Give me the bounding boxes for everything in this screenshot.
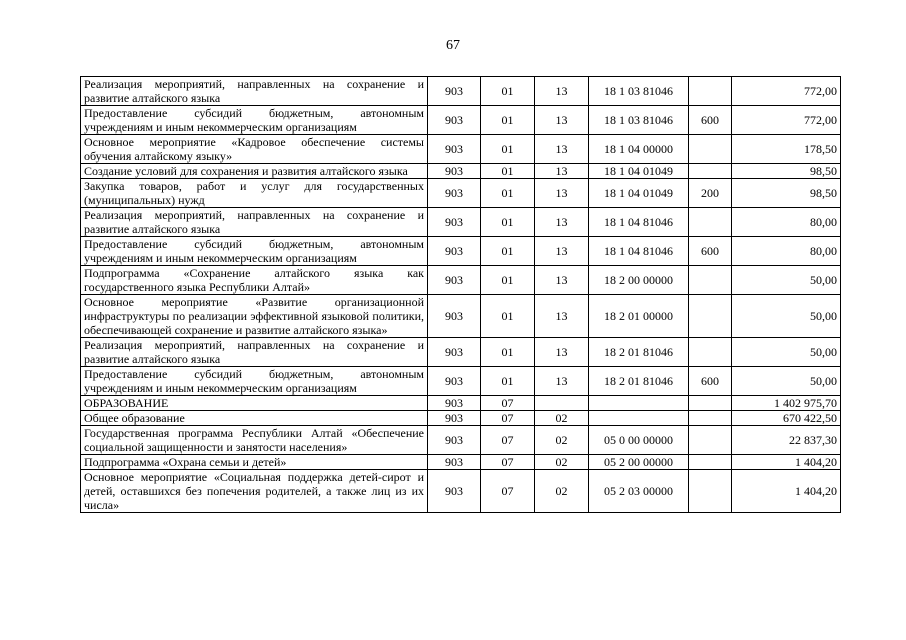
amount: 50,00 [732,338,841,367]
ministry-code: 903 [428,338,481,367]
table-row [81,367,841,396]
amount: 80,00 [732,237,841,266]
expense-type-code [689,135,732,164]
amount: 98,50 [732,179,841,208]
expense-type-code [689,396,732,411]
table-row [81,470,841,513]
row-name: Основное мероприятие «Социальная поддержка детей-сирот и детей, оставшихся без попечения родителей, а также лиц из их числа» [81,470,428,513]
subsection-code: 13 [535,237,589,266]
section-code: 01 [481,135,535,164]
target-article-code [589,396,689,411]
section-code: 01 [481,295,535,338]
target-article-code: 18 1 04 01049 [589,179,689,208]
subsection-code: 13 [535,266,589,295]
ministry-code: 903 [428,179,481,208]
subsection-code: 13 [535,106,589,135]
expense-type-code [689,411,732,426]
table-row [81,164,841,179]
section-code: 07 [481,411,535,426]
target-article-code: 18 2 00 00000 [589,266,689,295]
expense-type-code: 200 [689,179,732,208]
expense-type-code [689,338,732,367]
table-row [81,338,841,367]
amount: 80,00 [732,208,841,237]
row-name: Создание условий для сохранения и развития алтайского языка [81,164,428,179]
expense-type-code: 600 [689,367,732,396]
subsection-code: 13 [535,179,589,208]
ministry-code: 903 [428,106,481,135]
section-code: 01 [481,266,535,295]
table-row [81,179,841,208]
target-article-code: 05 2 03 00000 [589,470,689,513]
row-name: Предоставление субсидий бюджетным, автономным учреждениям и иным некоммерческим организациям [81,106,428,135]
target-article-code: 05 0 00 00000 [589,426,689,455]
table-row [81,426,841,455]
row-name: Подпрограмма «Сохранение алтайского языка как государственного языка Республики Алтай» [81,266,428,295]
target-article-code: 18 1 04 01049 [589,164,689,179]
ministry-code: 903 [428,396,481,411]
expense-type-code [689,164,732,179]
table-row [81,295,841,338]
target-article-code: 18 1 04 81046 [589,208,689,237]
row-name: ОБРАЗОВАНИЕ [81,396,428,411]
row-name: Подпрограмма «Охрана семьи и детей» [81,455,428,470]
ministry-code: 903 [428,295,481,338]
amount: 670 422,50 [732,411,841,426]
section-code: 01 [481,106,535,135]
table-row [81,396,841,411]
page-number: 67 [446,38,460,53]
amount: 1 404,20 [732,455,841,470]
row-name: Основное мероприятие «Кадровое обеспечение системы обучения алтайскому языку» [81,135,428,164]
section-code: 07 [481,426,535,455]
row-name: Предоставление субсидий бюджетным, автономным учреждениям и иным некоммерческим организациям [81,237,428,266]
amount: 50,00 [732,367,841,396]
target-article-code: 18 1 04 00000 [589,135,689,164]
table-row [81,237,841,266]
expense-type-code [689,266,732,295]
ministry-code: 903 [428,426,481,455]
subsection-code: 13 [535,338,589,367]
row-name: Общее образование [81,411,428,426]
row-name: Реализация мероприятий, направленных на сохранение и развитие алтайского языка [81,338,428,367]
amount: 772,00 [732,77,841,106]
target-article-code [589,411,689,426]
ministry-code: 903 [428,470,481,513]
section-code: 01 [481,164,535,179]
subsection-code [535,396,589,411]
ministry-code: 903 [428,135,481,164]
ministry-code: 903 [428,367,481,396]
ministry-code: 903 [428,411,481,426]
target-article-code: 18 1 03 81046 [589,106,689,135]
subsection-code: 13 [535,295,589,338]
table-row [81,135,841,164]
amount: 772,00 [732,106,841,135]
table-row [81,411,841,426]
expense-type-code [689,77,732,106]
section-code: 01 [481,367,535,396]
target-article-code: 18 2 01 81046 [589,338,689,367]
ministry-code: 903 [428,77,481,106]
table-row [81,266,841,295]
target-article-code: 18 2 01 81046 [589,367,689,396]
target-article-code: 18 1 04 81046 [589,237,689,266]
subsection-code: 02 [535,455,589,470]
target-article-code: 18 1 03 81046 [589,77,689,106]
section-code: 01 [481,237,535,266]
expense-type-code [689,295,732,338]
table-row [81,77,841,106]
section-code: 07 [481,470,535,513]
amount: 178,50 [732,135,841,164]
section-code: 01 [481,208,535,237]
row-name: Реализация мероприятий, направленных на сохранение и развитие алтайского языка [81,77,428,106]
subsection-code: 13 [535,208,589,237]
amount: 1 404,20 [732,470,841,513]
subsection-code: 02 [535,411,589,426]
ministry-code: 903 [428,455,481,470]
section-code: 07 [481,396,535,411]
amount: 1 402 975,70 [732,396,841,411]
ministry-code: 903 [428,164,481,179]
target-article-code: 18 2 01 00000 [589,295,689,338]
row-name: Предоставление субсидий бюджетным, автономным учреждениям и иным некоммерческим организациям [81,367,428,396]
row-name: Реализация мероприятий, направленных на сохранение и развитие алтайского языка [81,208,428,237]
subsection-code: 13 [535,164,589,179]
table-row [81,455,841,470]
section-code: 01 [481,77,535,106]
section-code: 01 [481,338,535,367]
expense-type-code [689,455,732,470]
subsection-code: 02 [535,426,589,455]
amount: 50,00 [732,266,841,295]
subsection-code: 13 [535,77,589,106]
table-row [81,208,841,237]
ministry-code: 903 [428,266,481,295]
target-article-code: 05 2 00 00000 [589,455,689,470]
expense-type-code: 600 [689,106,732,135]
amount: 22 837,30 [732,426,841,455]
section-code: 07 [481,455,535,470]
row-name: Основное мероприятие «Развитие организационной инфраструктуры по реализации эффективной языковой политики, обеспечивающей сохранение и развитие алтайского языка» [81,295,428,338]
subsection-code: 02 [535,470,589,513]
subsection-code: 13 [535,367,589,396]
section-code: 01 [481,179,535,208]
row-name: Закупка товаров, работ и услуг для государственных (муниципальных) нужд [81,179,428,208]
expense-type-code [689,426,732,455]
amount: 98,50 [732,164,841,179]
ministry-code: 903 [428,237,481,266]
expense-type-code [689,470,732,513]
amount: 50,00 [732,295,841,338]
row-name: Государственная программа Республики Алтай «Обеспечение социальной защищенности и занятости населения» [81,426,428,455]
expense-type-code: 600 [689,237,732,266]
table-row [81,106,841,135]
budget-table [80,76,841,513]
ministry-code: 903 [428,208,481,237]
expense-type-code [689,208,732,237]
subsection-code: 13 [535,135,589,164]
